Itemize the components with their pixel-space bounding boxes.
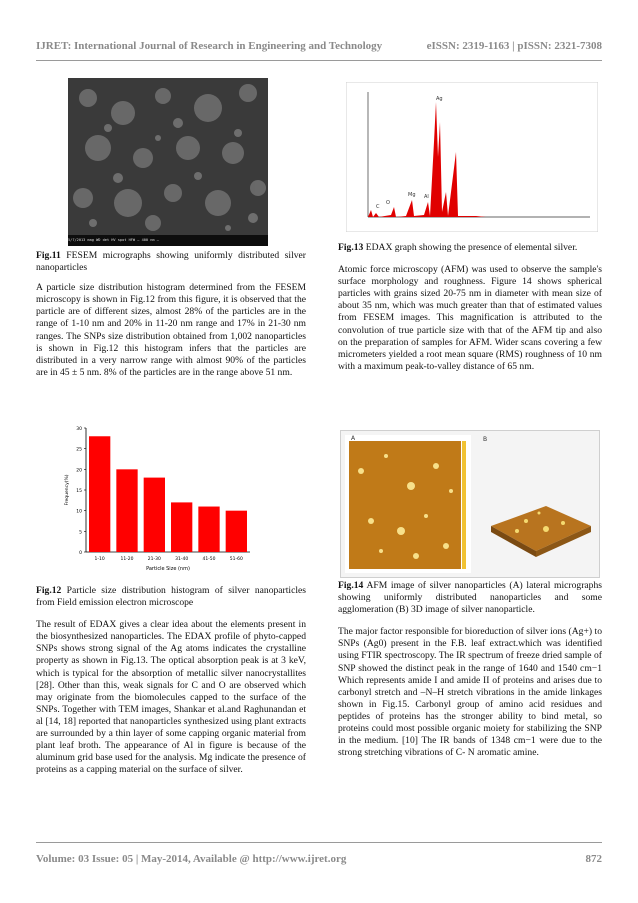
peak-label-mg: Mg — [408, 192, 416, 198]
x-axis-label: Particle Size (nm) — [146, 566, 190, 572]
fig13-label: Fig.13 — [338, 242, 364, 253]
sem-info-bar: 5/7/2013 mag WD det HV spot HFW — 400 nm — — [68, 235, 268, 246]
fig11-text: FESEM micrographs showing uniformly distributed silver nanoparticles — [36, 250, 306, 274]
y-tick-label: 30 — [76, 427, 82, 432]
fig12-text: Particle size distribution histogram of silver nanoparticles from Field emission electron microscope — [36, 585, 306, 609]
y-tick-label: 20 — [76, 468, 82, 474]
y-tick-label: 0 — [79, 551, 82, 556]
fig12-caption — [36, 585, 306, 609]
footer-volume: Volume: 03 Issue: 05 | May-2014, Available @ http://www.ijret.org — [36, 853, 347, 865]
edax-spectrum — [346, 82, 598, 232]
fig14-text: AFM image of silver nanoparticles (A) lateral micrographs showing uniformly distributed nanoparticles and some agglomeration (B) 3D image of silver nanoparticle. — [338, 580, 602, 616]
fig12-label: Fig.12 — [36, 585, 62, 596]
afm-panel-a-label: A — [351, 435, 356, 442]
paragraph-afm: Atomic force microscopy (AFM) was used to observe the sample's surface morphology and roughness. Figure 14 shows spherical particles with grains sized 20-75 nm in diameter with mean size of about 35 nm, which was much greater than that of estimated values from FESEM images. This magnification is attributed to the convolution of true particle size with that of the AFM tip and also on the preparation of samples for AFM. Wider scans covering a few micrometers yielded a root mean square (RMS) roughness of 10 nm with a maximum peak-to-valley distance of 65 nm. — [338, 264, 602, 372]
x-tick-label: 51-60 — [229, 557, 243, 562]
fig11-label: Fig.11 — [36, 250, 61, 261]
fesem-texture — [68, 78, 268, 235]
paragraph-edax: The result of EDAX gives a clear idea about the elements present in the biosynthesized nanoparticles. The EDAX profile of phyto-capped SNPs shows strong signal of the Ag atoms indicates the crystalline property as shown in Fig.13. The optical absorption peak is at 3 keV, which is typical for the absorption of metallic silver nanocrystallites [28]. Other than this, weak signals for C and O are observed which may originate from the biomolecules capped to the surface of the SNPs. Together with TEM images, Shankar et al.and Raghunandan et al [14, 18] reported that nanoparticles synthesized using plant extracts are surrounded by a thin layer of some capping organic material from plant leaf broth. The appearance of Al in figure is because of the aluminum grid base used for the analysis. Mg indicate the presence of proteins as a capping material on the surface of silver. — [36, 619, 306, 776]
particle-size-histogram — [60, 420, 260, 580]
fig14-label: Fig.14 — [338, 580, 364, 591]
journal-title: IJRET: International Journal of Research in Engineering and Technology — [36, 40, 383, 52]
peak-label-o: O — [386, 200, 390, 206]
fig13-caption — [338, 242, 602, 254]
peak-label-c: C — [376, 204, 380, 210]
histogram-bar — [198, 507, 219, 552]
x-tick-label: 31-40 — [175, 557, 189, 562]
paragraph-ftir: The major factor responsible for bioreduction of silver ions (Ag+) to SNPs (Ag0) present in the F.B. leaf extract.which was identified using FTIR spectroscopy. The IR spectrum of freeze dried sample of SNP showed the distinct peak in the range of 1640 and 1540 cm−1 Which represents amide I and amide II of proteins and arises due to carbonyl stretch and –N–H stretch vibrations in the amide linkages shown in Fig.15. Carbonyl group of amino acid residues and peptides of proteins has the stronger ability to bind metal, so proteins could most possible organic moiety for stabilizing the SNP in the medium. [10] The IR bands of 1348 cm−1 were due to the strong stretching vibrations of C- N aromatic amine. — [338, 626, 602, 759]
header-rule — [36, 60, 602, 61]
y-axis-label: Frequency(%) — [65, 474, 70, 506]
page-footer — [36, 853, 602, 865]
y-tick-label: 25 — [76, 447, 82, 453]
right-column-bottom — [338, 580, 602, 767]
afm-panels — [341, 431, 599, 577]
fig13-text: EDAX graph showing the presence of elemental silver. — [363, 242, 578, 253]
page-number: 872 — [585, 853, 602, 865]
histogram-bar — [116, 469, 137, 552]
left-column-top — [36, 250, 306, 387]
histogram-bar — [171, 502, 192, 552]
histogram-bar — [226, 511, 247, 552]
fig14-caption — [338, 580, 602, 616]
histogram-bar — [89, 436, 110, 552]
peak-label-ag: Ag — [436, 96, 443, 102]
y-tick-label: 5 — [79, 530, 82, 536]
x-tick-label: 11-20 — [120, 557, 134, 562]
fesem-micrograph — [68, 78, 268, 246]
peak-label-al: Al — [424, 194, 429, 200]
right-column-top — [338, 242, 602, 381]
x-tick-label: 41-50 — [202, 557, 216, 562]
left-column-bottom — [36, 585, 306, 784]
paragraph-histogram: A particle size distribution histogram determined from the FESEM microscopy is shown in Fig.12 from this figure, it is observed that the particle are of different sizes, almost 28% of the particles are in the range of 1-10 nm and 20% in 11-20 nm range and 17% in 21-30 nm ranges. The SNPs size distribution obtained from 1,002 nanoparticles is shown in Fig.12 this histogram infers that the particles are distributed in a very narrow range with almost 90% of the particles are in 45 ± 5 nm. 8% of the particles are in the range above 51 nm. — [36, 282, 306, 378]
x-tick-label: 1-10 — [94, 557, 105, 562]
x-tick-label: 21-30 — [147, 557, 161, 562]
footer-rule — [36, 842, 602, 843]
afm-panel-b-label: B — [483, 436, 488, 443]
fig11-caption — [36, 250, 306, 274]
page-header — [36, 40, 602, 52]
afm-images — [340, 430, 600, 578]
y-tick-label: 10 — [76, 509, 82, 515]
issn: eISSN: 2319-1163 | pISSN: 2321-7308 — [426, 40, 602, 52]
histogram-bar — [144, 478, 165, 552]
y-tick-label: 15 — [76, 489, 82, 494]
